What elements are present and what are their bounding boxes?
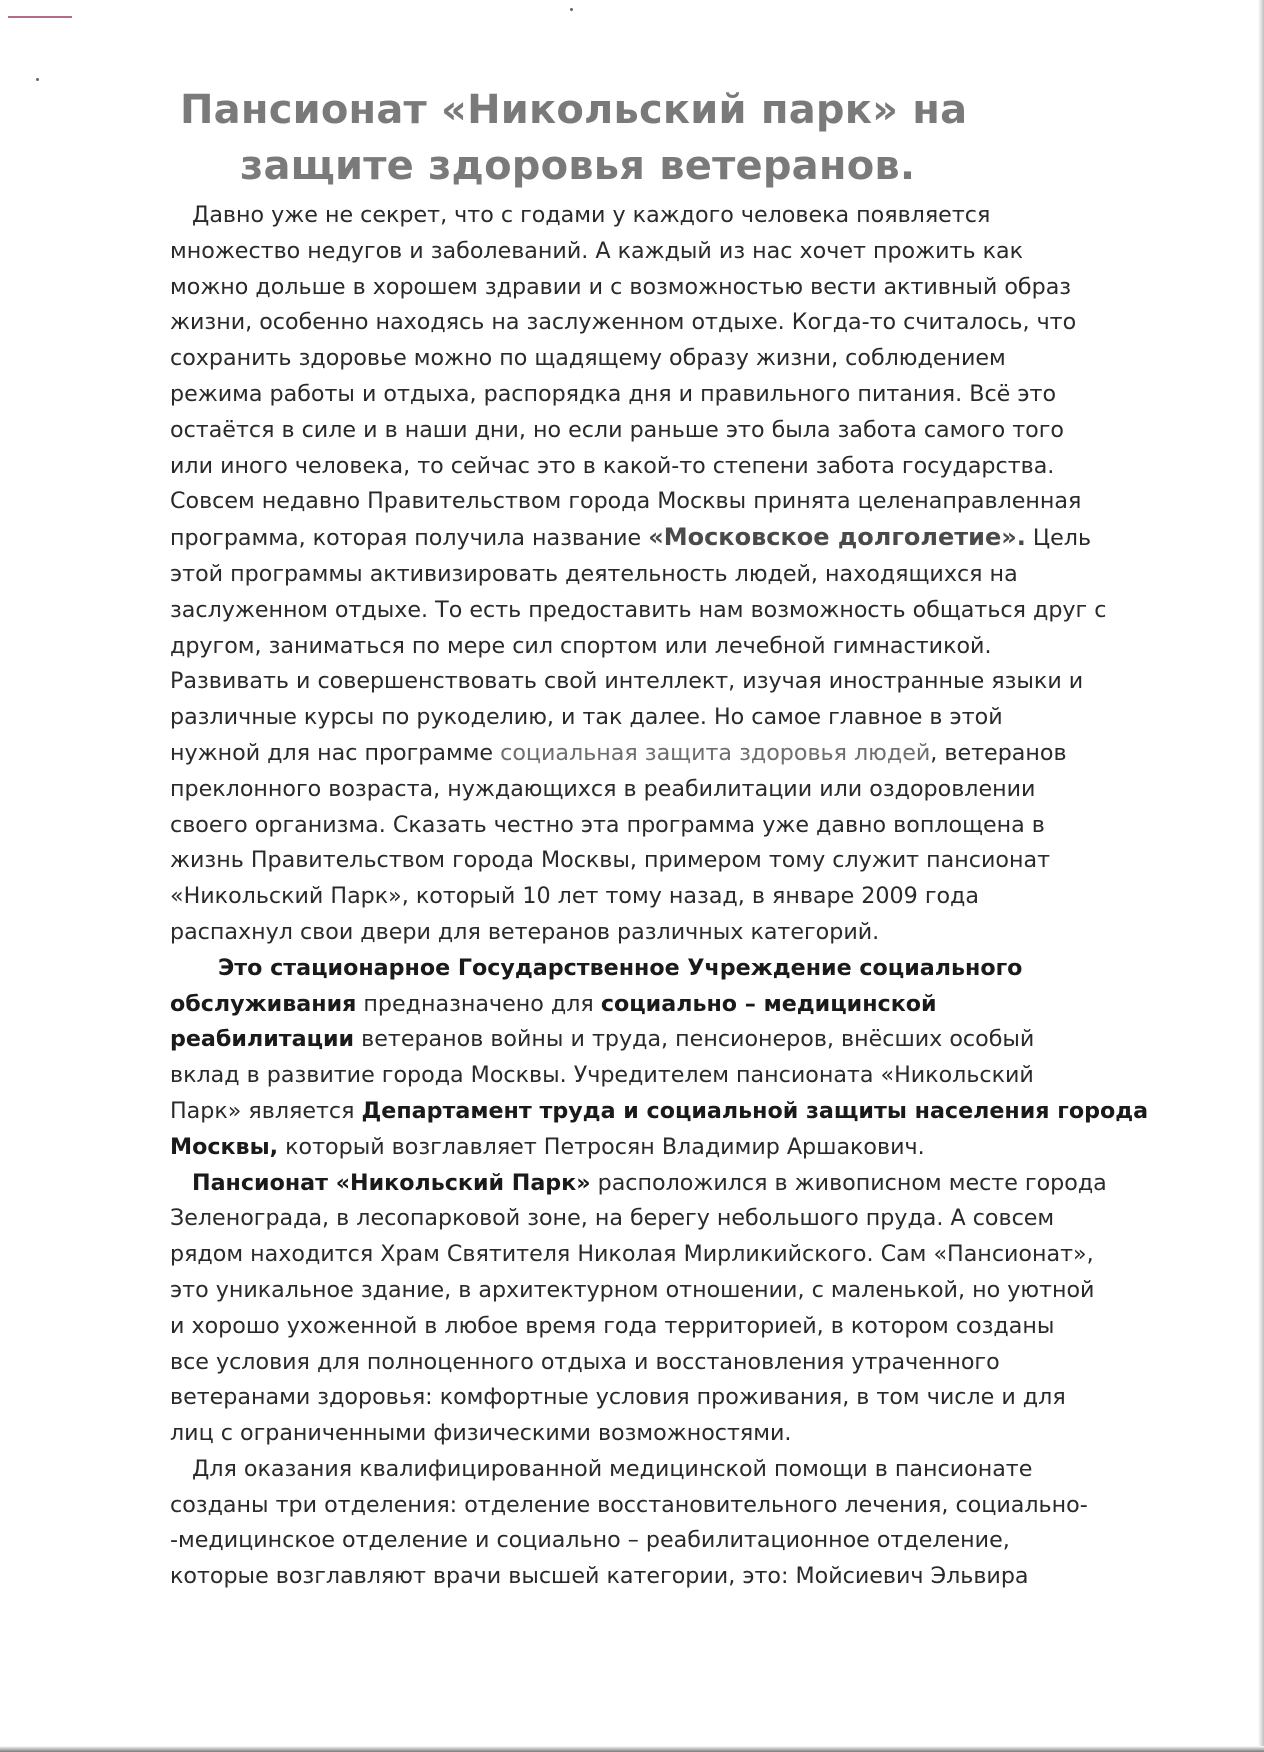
text-run: , ветеранов — [930, 739, 1067, 766]
bold-run: Это стационарное Государственное Учреждение социального — [218, 954, 1023, 981]
scan-mark — [8, 16, 72, 18]
document-title — [170, 82, 1150, 194]
text-line: заслуженном отдыхе. То есть предоставить нам возможность общаться друг с — [170, 596, 1107, 623]
scan-edge-bottom — [0, 1746, 1264, 1752]
text-line: можно дольше в хорошем здравии и с возможностью вести активный образ — [170, 273, 1072, 300]
title-line-2: защите здоровья ветеранов. — [240, 143, 916, 189]
scan-speck — [36, 78, 39, 81]
bold-run: Москвы, — [170, 1133, 279, 1160]
text-run: предназначено для — [356, 990, 601, 1017]
bold-run: социально – медицинской — [600, 990, 937, 1017]
text-line: Давно уже не секрет, что с годами у каждого человека появляется — [192, 202, 991, 228]
text-line: этой программы активизировать деятельность людей, находящихся на — [170, 560, 1018, 587]
title-line-1: Пансионат «Никольский парк» на — [180, 87, 968, 133]
text-line: жизнь Правительством города Москвы, примером тому служит пансионат — [170, 847, 1050, 874]
bold-run: Департамент труда и социальной защиты населения города — [361, 1097, 1149, 1124]
text-run: ветеранов войны и труда, пенсионеров, внёсших особый — [354, 1026, 1035, 1053]
text-line: различные курсы по рукоделию, и так далее. Но самое главное в этой — [170, 704, 1003, 731]
paragraph-2 — [170, 951, 1150, 1166]
text-line — [170, 736, 1150, 772]
paragraph-3 — [170, 1166, 1150, 1452]
text-line: рядом находится Храм Святителя Николая Мирликийского. Сам «Пансионат», — [170, 1241, 1094, 1268]
bold-run: реабилитации — [170, 1026, 355, 1053]
text-line: Совсем недавно Правительством города Москвы принята целенаправленная — [170, 488, 1082, 515]
text-line — [170, 520, 1150, 557]
text-line: все условия для полноценного отдыха и восстановления утраченного — [170, 1348, 1000, 1375]
text-line: ветеранами здоровья: комфортные условия проживания, в том числе и для — [170, 1384, 1066, 1411]
text-line — [170, 1130, 1150, 1166]
scan-speck — [570, 8, 573, 11]
text-line: вклад в развитие города Москвы. Учредителем пансионата «Никольский — [170, 1062, 1034, 1089]
text-run: Парк» является — [170, 1097, 362, 1124]
bold-run: обслуживания — [170, 990, 357, 1017]
program-name: «Московское долголетие». — [648, 523, 1026, 552]
text-line: Для оказания квалифицированной медицинской помощи в пансионате — [192, 1455, 1033, 1482]
bold-run: Пансионат «Никольский Парк» — [192, 1169, 591, 1196]
text-line: сохранить здоровье можно по щадящему образу жизни, соблюдением — [170, 345, 1006, 372]
paragraph-4 — [170, 1452, 1150, 1595]
text-line: распахнул свои двери для ветеранов различных категорий. — [170, 918, 880, 945]
text-line: Развивать и совершенствовать свой интеллект, изучая иностранные языки и — [170, 668, 1084, 695]
highlight-text: социальная защита здоровья людей — [500, 739, 931, 766]
text-run: нужной для нас программе — [170, 739, 501, 766]
text-line — [170, 1022, 1150, 1058]
text-run: расположился в живописном месте города — [590, 1169, 1107, 1196]
paragraph-1 — [170, 198, 1150, 951]
scan-edge-right — [1258, 0, 1264, 1752]
text-line: это уникальное здание, в архитектурном отношении, с маленькой, но уютной — [170, 1276, 1095, 1303]
text-line: или иного человека, то сейчас это в какой-то степени забота государства. — [170, 452, 1055, 479]
text-line: жизни, особенно находясь на заслуженном отдыхе. Когда-то считалось, что — [170, 309, 1077, 336]
text-line — [170, 987, 1150, 1023]
text-line — [170, 951, 1150, 987]
text-line: остаётся в силе и в наши дни, но если раньше это была забота самого того — [170, 416, 1064, 443]
text-line — [170, 1166, 1150, 1202]
text-line — [170, 1094, 1150, 1130]
text-line: своего организма. Сказать честно эта программа уже давно воплощена в — [170, 811, 1045, 838]
text-line: «Никольский Парк», который 10 лет тому назад, в январе 2009 года — [170, 883, 979, 910]
text-line: лиц с ограниченными физическими возможностями. — [170, 1420, 792, 1447]
text-line: другом, заниматься по мере сил спортом или лечебной гимнастикой. — [170, 632, 992, 659]
text-line: Зеленограда, в лесопарковой зоне, на берегу небольшого пруда. А совсем — [170, 1205, 1055, 1232]
text-line: которые возглавляют врачи высшей категории, это: Мойсиевич Эльвира — [170, 1563, 1029, 1590]
text-line: -медицинское отделение и социально – реабилитационное отделение, — [170, 1527, 1010, 1554]
article-body — [170, 198, 1150, 1595]
text-run: который возглавляет Петросян Владимир Аршакович. — [278, 1133, 925, 1160]
text-line: и хорошо ухоженной в любое время года территорией, в котором созданы — [170, 1312, 1055, 1339]
text-line: созданы три отделения: отделение восстановительного лечения, социально- — [170, 1491, 1088, 1518]
text-line: режима работы и отдыха, распорядка дня и правильного питания. Всё это — [170, 380, 1057, 407]
text-line: преклонного возраста, нуждающихся в реабилитации или оздоровлении — [170, 775, 1036, 802]
text-line: множество недугов и заболеваний. А каждый из нас хочет прожить как — [170, 237, 1023, 264]
text-run: Цель — [1025, 525, 1092, 552]
text-run: программа, которая получила название — [170, 525, 649, 552]
document-page — [170, 82, 1150, 1595]
